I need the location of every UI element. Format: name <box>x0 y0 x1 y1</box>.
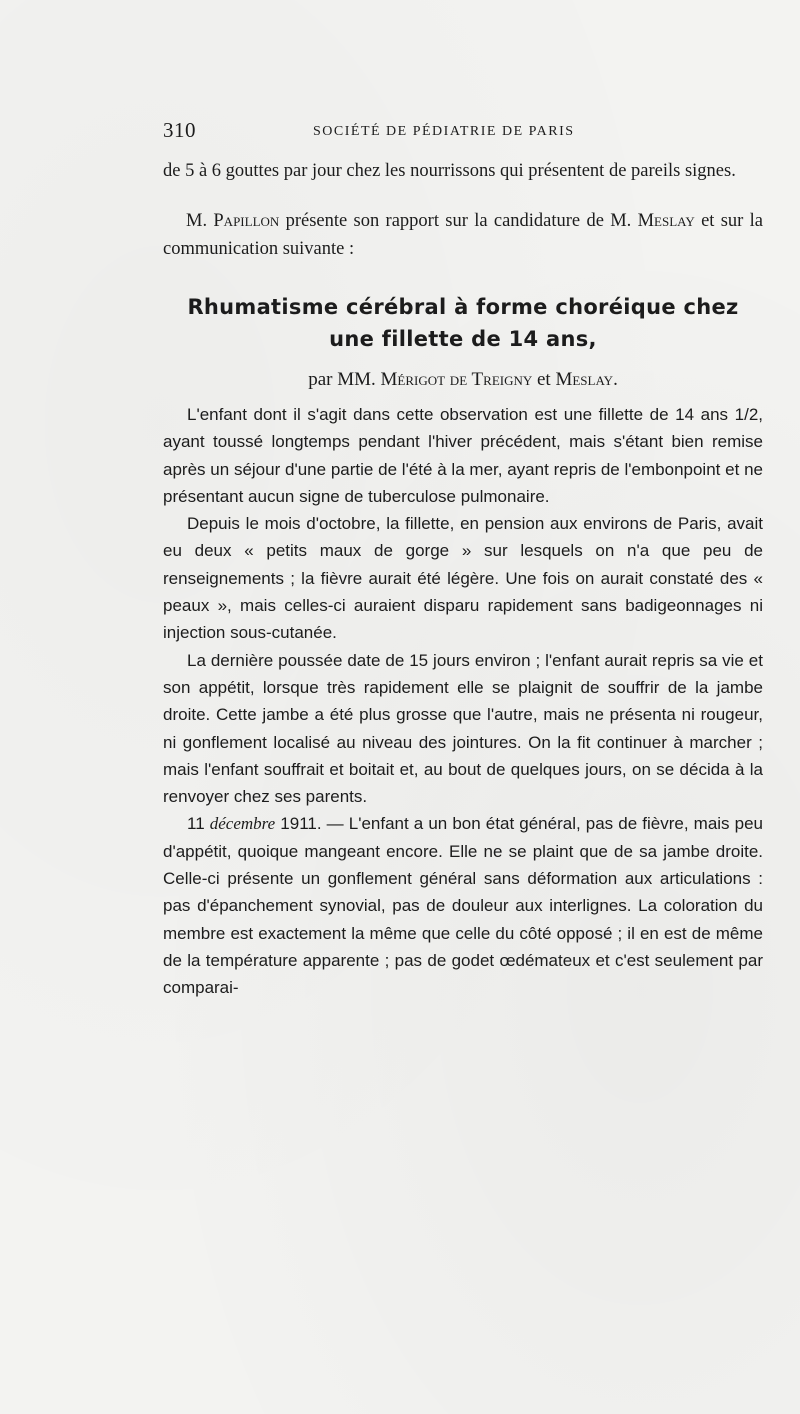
byline-prefix: par MM. <box>308 369 381 390</box>
running-head: SOCIÉTÉ DE PÉDIATRIE DE PARIS <box>313 124 575 139</box>
article-paragraph-1: L'enfant dont il s'agit dans cette observation est une fillette de 14 ans 1/2, ayant toussé longtemps pendant l'hiver précédent, mais s'étant bien remise après un séjour d'une partie de l'été à la mer, ayant repris de l'embonpoint et ne présentant aucun signe de tuberculose pulmonaire. <box>163 405 763 506</box>
author-2: Meslay <box>555 369 614 390</box>
article-paragraph-2: Depuis le mois d'octobre, la fillette, en pension aux environs de Paris, avait eu deux « petits maux de gorge » sur lesquels on n'a que peu de renseignements ; la fièvre aurait été légère. Une fois on aurait constaté des « peaux », mais celles-ci auraient disparu rapidement sans badigeonnages ni injection sous-cutanée. <box>163 514 763 643</box>
report-prefix: M. <box>186 211 214 231</box>
article-byline <box>163 365 763 395</box>
report-candidate: Meslay <box>637 211 695 231</box>
report-mid: présente son rapport sur la candidature de M. <box>279 211 638 231</box>
article-paragraph-4 <box>163 810 763 1001</box>
date-month: décembre <box>209 814 276 834</box>
body-text <box>163 157 763 1002</box>
article-paragraph-3: La dernière poussée date de 15 jours environ ; l'enfant aurait repris sa vie et son appétit, lorsque très rapidement elle se plaignit de souffrir de la jambe droite. Cette jambe a été plus grosse que l'autre, mais ne présenta ni rougeur, ni gonflement localisé au niveau des jointures. On la fit continuer à marcher ; mais l'enfant souffrait et boitait et, au bout de quelques jours, on se décida à la renvoyer chez ses parents. <box>163 650 763 807</box>
date-paragraph-text: 1911. — L'enfant a un bon état général, pas de fièvre, mais peu d'appétit, quoique mangeant encore. Elle ne se plaint que de sa jambe droite. Celle-ci présente un gonflement général sans déformation aux articulations : pas d'épanchement synovial, pas de douleur aux interlignes. La coloration du membre est exactement la même que celle du côté opposé ; il en est de même de la température apparente ; pas de godet œdémateux et c'est seulement par comparai- <box>163 814 764 998</box>
report-name: Papillon <box>213 211 280 231</box>
byline-end: . <box>613 369 618 390</box>
report-suffix: et sur la communication suivante : <box>163 211 764 259</box>
continuation-paragraph: de 5 à 6 gouttes par jour chez les nourrissons qui présentent de pareils signes. <box>163 161 736 181</box>
article-title <box>163 291 763 355</box>
byline-and: et <box>532 369 556 390</box>
article-body <box>163 401 763 1002</box>
article-title-line-2: une fillette de 14 ans, <box>329 327 597 351</box>
date-day: 11 <box>187 814 210 834</box>
article-title-line-1: Rhumatisme cérébral à forme choréique chez <box>187 295 739 319</box>
page-number: 310 <box>163 118 196 142</box>
report-paragraph <box>163 207 763 263</box>
author-1: Mérigot de Treigny <box>380 369 533 390</box>
page-header <box>163 118 763 148</box>
